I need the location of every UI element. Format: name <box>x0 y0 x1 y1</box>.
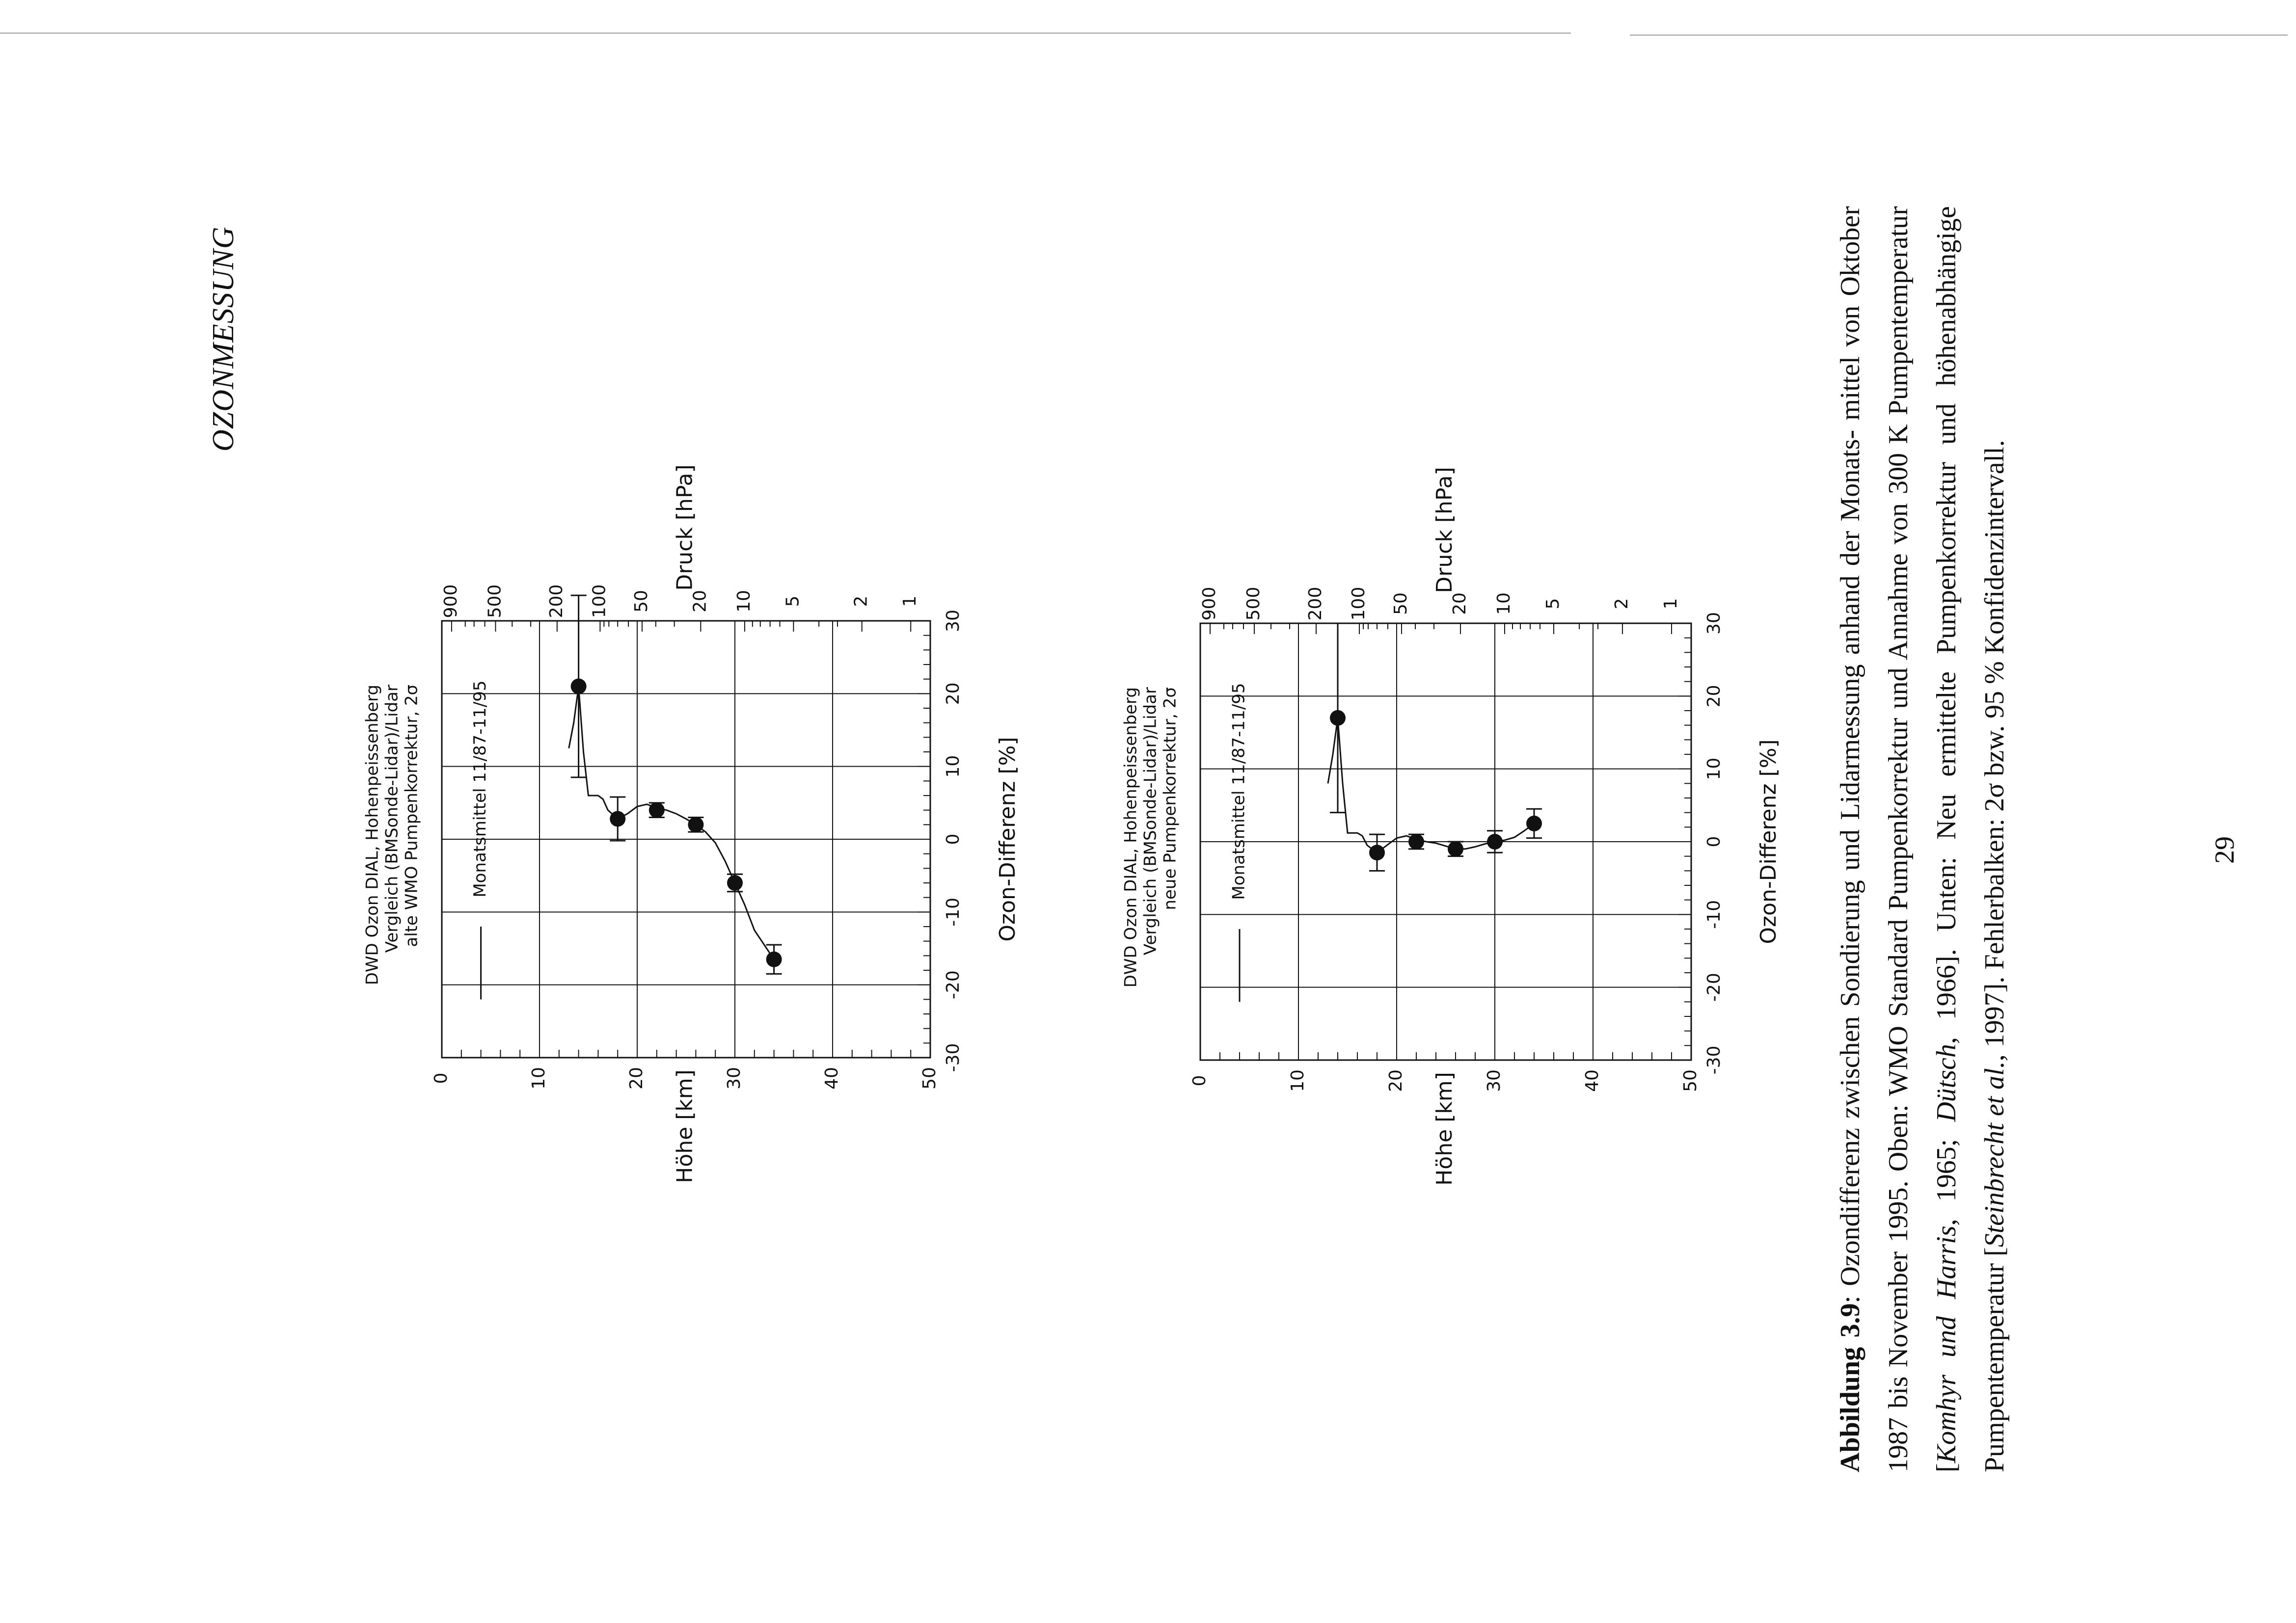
caption-label: Abbildung 3.9 <box>1835 1303 1865 1472</box>
diff-tick-label: 20 <box>943 682 963 705</box>
height-tick-label: 0 <box>431 1072 451 1084</box>
caption-ref-komhyr: Komhyr und Harris <box>1931 1225 1962 1463</box>
diff-axis-label: Ozon-Differenz [%] <box>1756 739 1781 944</box>
diff-tick-label: 30 <box>1704 612 1724 635</box>
pressure-tick-label: 5 <box>783 595 803 607</box>
caption-ref-steinbrecht: Steinbrecht et al. <box>1979 1061 2010 1248</box>
pressure-tick-label: 100 <box>1349 586 1369 621</box>
chart-title-line: DWD Ozon DIAL, Hohenpeissenberg <box>362 685 382 985</box>
diff-tick-label: -20 <box>1704 973 1724 1002</box>
diff-tick-label: 30 <box>943 610 963 632</box>
chart-panel-unten <box>1121 467 1782 1185</box>
caption-text-3: , 1966]. Unten: Neu ermittelte Pumpenkorrektur und höhenabhängige Pumpentemperatur [ <box>1931 206 2010 1472</box>
chart-title-line: Vergleich (BMSonde-Lidar)/Lidar <box>1140 687 1161 956</box>
diff-tick-label: -20 <box>943 970 963 1000</box>
pressure-tick-label: 5 <box>1543 598 1563 610</box>
caption-text-4: , 1997]. Fehlerbalken: 2σ bzw. 95 % Konfidenzintervall. <box>1979 440 2010 1062</box>
diff-tick-label: 0 <box>1704 836 1724 848</box>
height-tick-label: 10 <box>1288 1069 1308 1092</box>
series-curve <box>1328 718 1534 853</box>
pressure-tick-label: 50 <box>631 590 651 612</box>
data-point <box>1448 841 1463 857</box>
pressure-tick-label: 500 <box>485 584 505 618</box>
height-tick-label: 40 <box>1582 1069 1602 1092</box>
height-tick-label: 40 <box>822 1067 842 1090</box>
page-number: 29 <box>2210 836 2240 864</box>
chart-title-line: neue Pumpenkorrektur, 2σ <box>1160 687 1180 910</box>
height-tick-label: 50 <box>1680 1069 1701 1092</box>
diff-tick-label: -10 <box>943 897 963 927</box>
height-tick-label: 0 <box>1189 1075 1210 1087</box>
diff-tick-label: -10 <box>1704 900 1724 929</box>
pressure-axis-label: Druck [hPa] <box>672 464 698 591</box>
pressure-tick-label: 50 <box>1391 592 1411 615</box>
diff-tick-label: 10 <box>943 755 963 778</box>
chart-title-line: alte WMO Pumpenkorrektur, 2σ <box>402 685 422 947</box>
data-point <box>727 875 743 891</box>
data-point <box>649 802 665 818</box>
pressure-tick-label: 100 <box>589 584 610 618</box>
height-axis-label: Höhe [km] <box>1432 1072 1457 1186</box>
pressure-tick-label: 1 <box>1661 598 1681 610</box>
height-tick-label: 50 <box>919 1067 940 1090</box>
height-tick-label: 20 <box>626 1067 647 1090</box>
pressure-tick-label: 2 <box>1612 598 1632 610</box>
pressure-tick-label: 10 <box>733 590 754 612</box>
diff-tick-label: 10 <box>1704 757 1724 780</box>
running-header: OZONMESSUNG <box>207 226 240 452</box>
data-point <box>1526 816 1542 831</box>
diff-axis-label: Ozon-Differenz [%] <box>995 737 1020 942</box>
data-point <box>1369 845 1385 860</box>
data-point <box>1487 834 1503 850</box>
figure-caption <box>1826 206 2019 1472</box>
data-point <box>610 811 625 826</box>
legend-label: Monatsmittel 11/87-11/95 <box>470 680 490 898</box>
diff-tick-label: 20 <box>1704 685 1724 708</box>
pressure-tick-label: 20 <box>1450 592 1470 615</box>
diff-tick-label: 0 <box>943 833 963 845</box>
pressure-tick-label: 1 <box>900 595 920 607</box>
pressure-tick-label: 200 <box>546 584 567 618</box>
data-point <box>1330 710 1346 726</box>
pressure-axis-label: Druck [hPa] <box>1432 467 1457 593</box>
caption-ref-duetsch: Dütsch <box>1931 1044 1962 1122</box>
height-tick-label: 30 <box>724 1067 744 1090</box>
data-point <box>1408 834 1424 850</box>
pressure-tick-label: 200 <box>1305 586 1325 621</box>
diff-tick-label: -30 <box>943 1043 963 1072</box>
diff-tick-label: -30 <box>1704 1045 1724 1075</box>
series-curve <box>569 687 774 959</box>
height-tick-label: 10 <box>529 1067 549 1090</box>
data-point <box>688 817 703 832</box>
height-axis-label: Höhe [km] <box>672 1069 698 1183</box>
chart-title-line: Vergleich (BMSonde-Lidar)/Lidar <box>382 685 402 953</box>
pressure-tick-label: 900 <box>1199 586 1219 621</box>
pressure-tick-label: 500 <box>1243 586 1264 621</box>
pressure-tick-label: 900 <box>440 584 461 618</box>
data-point <box>766 952 782 967</box>
caption-text-2: , 1965; <box>1931 1121 1962 1226</box>
pressure-tick-label: 2 <box>851 595 871 607</box>
height-tick-label: 20 <box>1386 1069 1406 1092</box>
legend-label: Monatsmittel 11/87-11/95 <box>1229 683 1249 900</box>
caption-text-1: : Ozondifferenz zwischen Sondierung und Lidarmessung anhand der Monats- mittel von Oktober 1987 bis November 1995. Oben: WMO Standard Pumpenkorrektur und Annahme von 300 K Pumpentemperatur [ <box>1835 206 1962 1472</box>
chart-title-line: DWD Ozon DIAL, Hohenpeissenberg <box>1121 687 1141 988</box>
chart-panel-oben <box>363 464 1021 1183</box>
data-point <box>571 679 587 694</box>
pressure-tick-label: 20 <box>690 590 710 612</box>
pressure-tick-label: 10 <box>1494 592 1514 615</box>
height-tick-label: 30 <box>1484 1069 1504 1092</box>
